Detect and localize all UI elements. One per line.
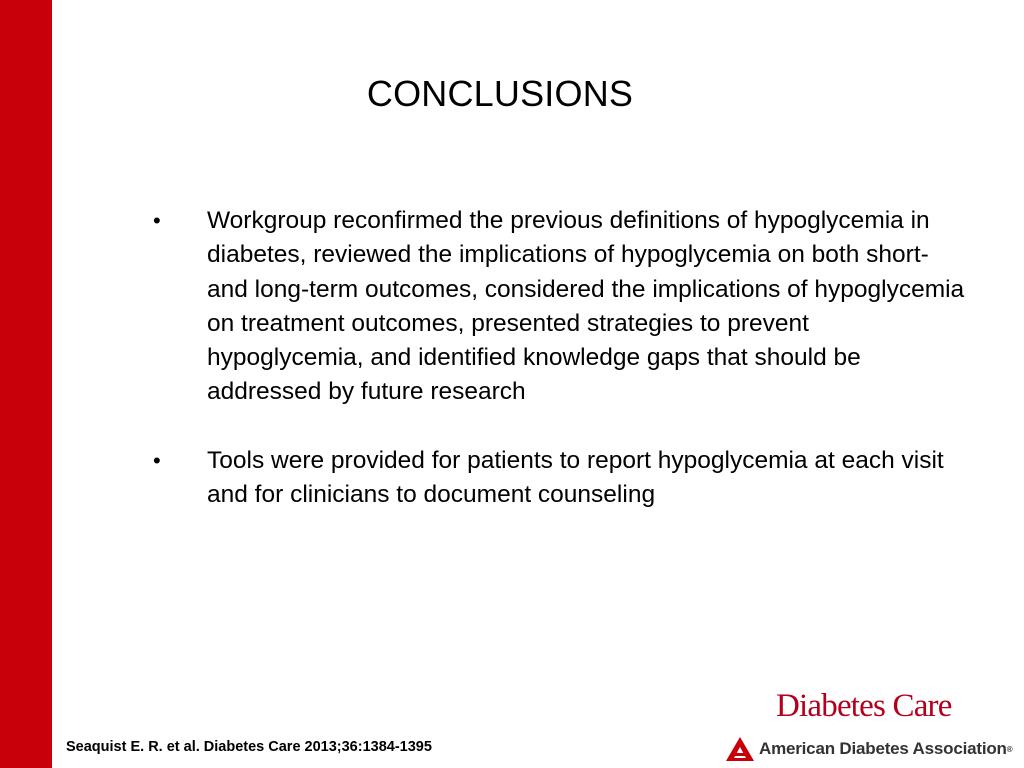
ada-logo	[725, 735, 1013, 763]
bullet-dot: •	[153, 447, 161, 473]
bullet-item	[153, 204, 973, 410]
citation: Seaquist E. R. et al. Diabetes Care 2013;36:1384-1395	[66, 739, 432, 755]
bullet-dot: •	[153, 208, 161, 233]
ada-name: American Diabetes Association	[759, 739, 1007, 758]
bullet-text: Tools were provided for patients to report hypoglycemia at each visit and for clinicians to document counseling	[207, 446, 944, 509]
red-side-bar	[0, 0, 52, 768]
ada-triangle-icon	[725, 736, 755, 762]
slide-title: CONCLUSIONS	[366, 73, 634, 114]
bullet-text: Workgroup reconfirmed the previous definitions of hypoglycemia in diabetes, reviewed the implications of hypoglycemia on both short- and long-term outcomes, considered the implications of hypoglycemia on treatment outcomes, presented strategies to prevent hypoglycemia, and identified knowledge gaps that should be addressed by future research	[207, 207, 965, 406]
diabetes-care-logo: Diabetes Care	[776, 688, 952, 724]
bullet-item	[153, 444, 973, 513]
registered-mark: ®	[1006, 744, 1013, 754]
bullet-list	[153, 204, 973, 546]
